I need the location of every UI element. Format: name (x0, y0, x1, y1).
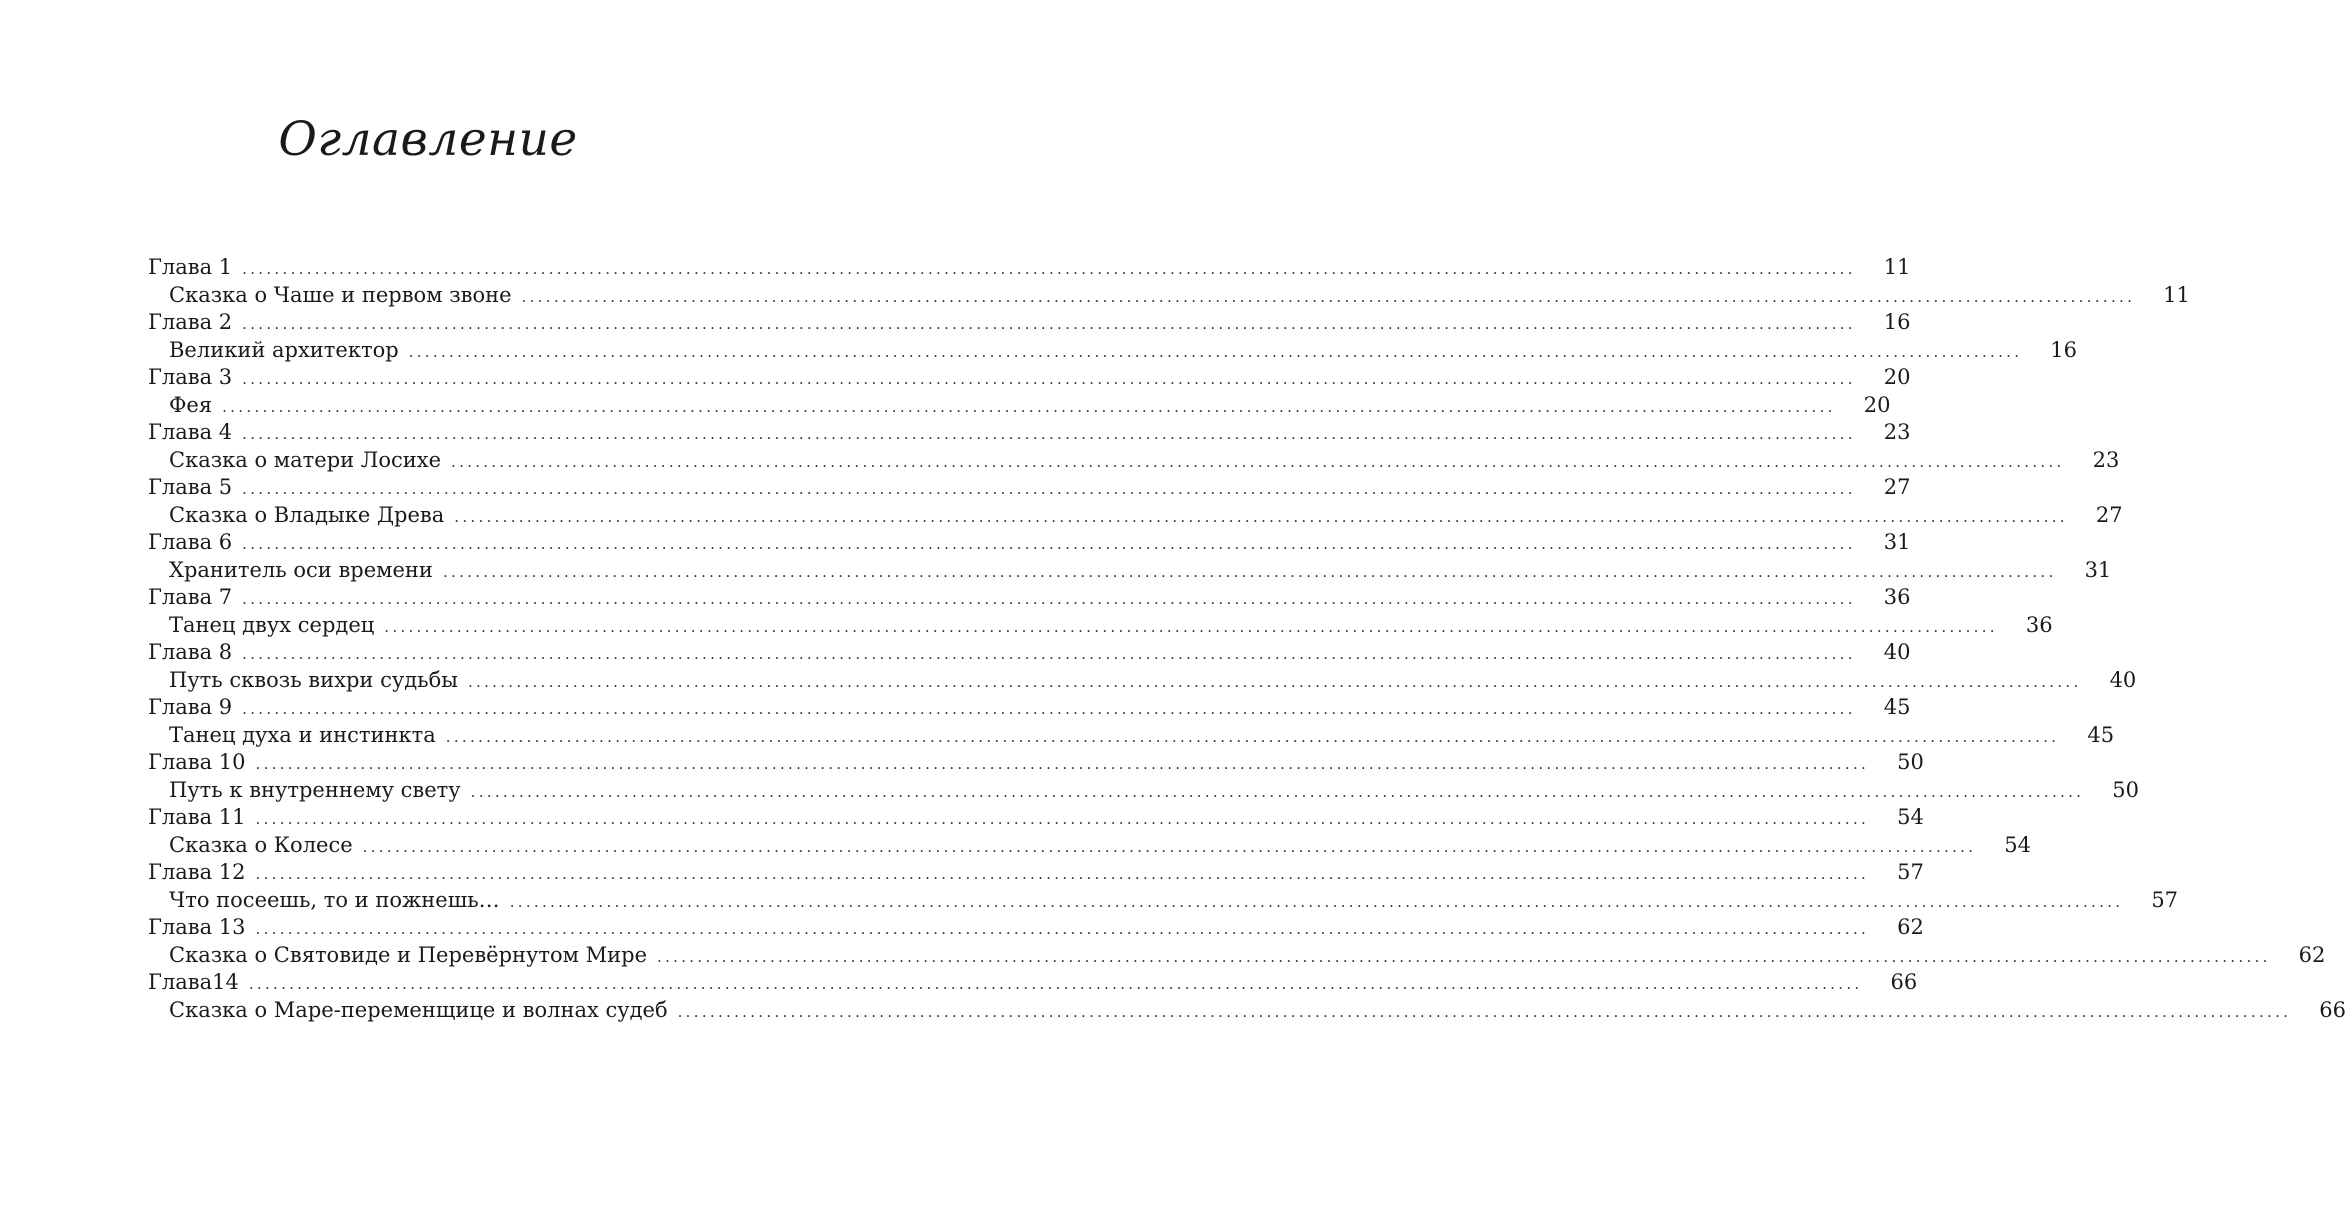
toc-entry-title: Танец духа и инстинкта (169, 722, 436, 747)
toc-entry-title: Сказка о Чаше и первом звоне (169, 282, 512, 307)
dot-leader: ........................................................................................................................................................................................................ (242, 260, 1856, 278)
toc-entry-title: Путь к внутреннему свету (169, 777, 461, 802)
toc-entry-chapter[interactable] (148, 474, 1911, 502)
dot-leader: ........................................................................................................................................................................................................ (677, 1002, 2292, 1021)
toc-entry-title: Сказка о Колесе (169, 832, 353, 857)
toc-entry-story[interactable] (148, 557, 2112, 585)
dot-leader: ........................................................................................................................................................................................................ (445, 727, 2060, 746)
toc-entry-story[interactable] (148, 337, 2078, 365)
dot-leader: ........................................................................................................................................................................................................ (242, 425, 1856, 443)
toc-entry-chapter[interactable] (148, 419, 1911, 447)
dot-leader: ........................................................................................................................................................................................................ (451, 452, 2065, 471)
dot-leader: ........................................................................................................................................................................................................ (242, 535, 1856, 553)
toc-entry-title: Глава 3 (148, 365, 233, 389)
toc-entry-page-number: 40 (2109, 667, 2137, 692)
toc-entry-page-number: 36 (2025, 612, 2053, 637)
toc-entry-chapter[interactable] (148, 529, 1911, 557)
dot-leader: ........................................................................................................................................................................................................ (242, 645, 1856, 663)
toc-entry-title: Глава 2 (148, 310, 233, 334)
toc-entry-chapter[interactable] (148, 804, 1924, 832)
toc-entry-page-number: 57 (2151, 887, 2179, 912)
toc-entry-chapter[interactable] (148, 694, 1911, 722)
page-title: Оглавление (278, 112, 578, 167)
toc-entry-chapter[interactable] (148, 364, 1911, 392)
toc-entry-story[interactable] (148, 282, 2190, 310)
toc-entry-title: Путь сквозь вихри судьбы (169, 667, 458, 692)
dot-leader: ........................................................................................................................................................................................................ (362, 837, 1977, 856)
toc-entry-title: Сказка о матери Лосихе (169, 447, 442, 472)
toc-entry-story[interactable] (148, 447, 2120, 475)
toc-entry-story[interactable] (148, 777, 2139, 805)
toc-entry-page-number: 62 (1897, 915, 1924, 939)
toc-entry-chapter[interactable] (148, 914, 1924, 942)
toc-entry-title: Глава 8 (148, 640, 233, 664)
toc-entry-story[interactable] (148, 392, 1891, 420)
toc-entry-title: Глава 1 (148, 255, 233, 279)
toc-entry-page-number: 57 (1897, 860, 1924, 884)
toc-entry-title: Великий архитектор (169, 337, 399, 362)
dot-leader: ........................................................................................................................................................................................................ (442, 562, 2057, 581)
dot-leader: ........................................................................................................................................................................................................ (242, 315, 1856, 333)
toc-entry-page-number: 20 (1863, 392, 1891, 417)
dot-leader: ........................................................................................................................................................................................................ (242, 480, 1856, 498)
toc-entry-page-number: 40 (1883, 640, 1911, 664)
toc-entry-page-number: 16 (2050, 337, 2078, 362)
toc-entry-chapter[interactable] (148, 254, 1911, 282)
toc-entry-chapter[interactable] (148, 639, 1911, 667)
table-of-contents (148, 254, 2346, 1024)
toc-entry-title: Фея (169, 392, 213, 417)
toc-entry-chapter[interactable] (148, 309, 1911, 337)
toc-entry-page-number: 23 (2092, 447, 2120, 472)
toc-entry-story[interactable] (148, 502, 2123, 530)
toc-entry-page-number: 11 (2163, 282, 2190, 307)
toc-entry-title: Сказка о Маре-переменщице и волнах судеб (169, 997, 668, 1022)
dot-leader: ........................................................................................................................................................................................................ (454, 507, 2068, 526)
toc-entry-page-number: 54 (2004, 832, 2032, 857)
dot-leader: ........................................................................................................................................................................................................ (255, 755, 1870, 773)
toc-entry-title: Что посеешь, то и пожнешь… (169, 887, 500, 912)
dot-leader: ........................................................................................................................................................................................................ (509, 892, 2124, 911)
toc-entry-page-number: 31 (1883, 530, 1911, 554)
toc-entry-page-number: 16 (1883, 310, 1911, 334)
toc-entry-chapter[interactable] (148, 749, 1924, 777)
dot-leader: ........................................................................................................................................................................................................ (242, 370, 1856, 388)
toc-entry-chapter[interactable] (148, 584, 1911, 612)
toc-entry-page-number: 50 (1897, 750, 1924, 774)
toc-entry-page-number: 45 (1883, 695, 1911, 719)
dot-leader: ........................................................................................................................................................................................................ (255, 810, 1870, 828)
toc-entry-title: Глава14 (148, 970, 239, 994)
toc-entry-chapter[interactable] (148, 859, 1924, 887)
toc-entry-story[interactable] (148, 997, 2346, 1025)
toc-entry-title: Глава 13 (148, 915, 246, 939)
toc-entry-story[interactable] (148, 887, 2179, 915)
toc-entry-title: Глава 11 (148, 805, 246, 829)
toc-entry-page-number: 66 (1890, 970, 1918, 994)
toc-entry-story[interactable] (148, 942, 2326, 970)
toc-entry-page-number: 20 (1883, 365, 1911, 389)
dot-leader: ........................................................................................................................................................................................................ (384, 617, 1998, 636)
dot-leader: ........................................................................................................................................................................................................ (222, 397, 1836, 416)
toc-entry-title: Глава 9 (148, 695, 233, 719)
toc-entry-page-number: 27 (1883, 475, 1911, 499)
toc-entry-page-number: 50 (2112, 777, 2139, 802)
dot-leader: ........................................................................................................................................................................................................ (408, 342, 2023, 361)
dot-leader: ........................................................................................................................................................................................................ (467, 672, 2082, 691)
dot-leader: ........................................................................................................................................................................................................ (255, 865, 1870, 883)
dot-leader: ........................................................................................................................................................................................................ (248, 975, 1863, 993)
toc-entry-page-number: 31 (2084, 557, 2112, 582)
toc-entry-page-number: 54 (1897, 805, 1924, 829)
toc-entry-page-number: 11 (1883, 255, 1911, 279)
toc-entry-page-number: 45 (2087, 722, 2115, 747)
toc-entry-story[interactable] (148, 612, 2053, 640)
toc-entry-title: Глава 10 (148, 750, 246, 774)
toc-entry-page-number: 62 (2298, 942, 2326, 967)
dot-leader: ........................................................................................................................................................................................................ (242, 590, 1856, 608)
dot-leader: ........................................................................................................................................................................................................ (470, 782, 2085, 801)
toc-entry-title: Сказка о Владыке Древа (169, 502, 445, 527)
toc-entry-title: Глава 6 (148, 530, 233, 554)
toc-entry-story[interactable] (148, 722, 2115, 750)
toc-entry-title: Хранитель оси времени (169, 557, 433, 582)
dot-leader: ........................................................................................................................................................................................................ (255, 920, 1870, 938)
dot-leader: ........................................................................................................................................................................................................ (657, 947, 2271, 966)
toc-entry-title: Сказка о Святовиде и Перевёрнутом Мире (169, 942, 648, 967)
toc-entry-title: Глава 4 (148, 420, 233, 444)
dot-leader: ........................................................................................................................................................................................................ (242, 700, 1856, 718)
toc-entry-page-number: 36 (1883, 585, 1911, 609)
toc-entry-chapter[interactable] (148, 969, 1918, 997)
dot-leader: ........................................................................................................................................................................................................ (521, 287, 2136, 306)
toc-entry-page-number: 23 (1883, 420, 1911, 444)
toc-entry-title: Танец двух сердец (169, 612, 375, 637)
toc-entry-story[interactable] (148, 667, 2137, 695)
toc-entry-title: Глава 12 (148, 860, 246, 884)
toc-entry-title: Глава 7 (148, 585, 233, 609)
toc-entry-page-number: 66 (2319, 997, 2346, 1022)
toc-entry-page-number: 27 (2095, 502, 2123, 527)
toc-entry-story[interactable] (148, 832, 2032, 860)
toc-entry-title: Глава 5 (148, 475, 233, 499)
